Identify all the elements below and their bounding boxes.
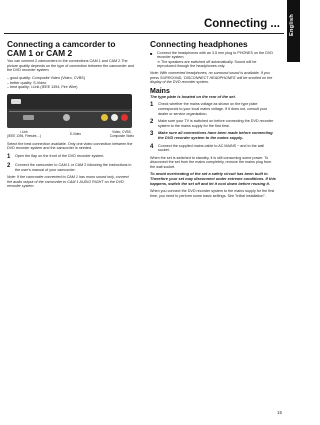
quality-list bbox=[7, 76, 134, 90]
brand-logo bbox=[11, 99, 21, 104]
audio-right-jack-icon bbox=[121, 114, 128, 121]
svideo-jack-icon bbox=[63, 114, 70, 121]
headphone-step bbox=[150, 51, 276, 69]
step-number: 2 bbox=[150, 119, 154, 126]
jack-label-video: Video, CVBS, Composite Video bbox=[109, 129, 134, 138]
headphones-heading: Connecting headphones bbox=[150, 39, 248, 49]
ilink-jack-icon bbox=[23, 115, 34, 120]
step-number: 1 bbox=[150, 102, 154, 109]
square-bullet-icon: ■ bbox=[150, 50, 153, 56]
header-rule bbox=[4, 33, 284, 34]
type-plate-note: The type plate is located on the rear of the set. bbox=[150, 93, 236, 99]
mains-heading: Mains bbox=[150, 87, 170, 95]
step-text: Connect the supplied mains cable to AC MAINS ~ and to the wall socket. bbox=[158, 143, 265, 153]
camcorder-intro: You can connect 2 camcorders to the connections CAM 1 and CAM 2.The picture quality depends on the type of connection between the camcorder and the DVD recorder system: bbox=[7, 59, 134, 73]
quality-item: – good quality: Composite Video (Video, CVBS) bbox=[7, 75, 85, 80]
camcorder-heading: Connecting a camcorder to CAM 1 or CAM 2 bbox=[7, 39, 116, 58]
language-tab-label: English bbox=[289, 14, 295, 36]
step bbox=[7, 154, 134, 160]
step bbox=[150, 131, 276, 140]
select-connection-text: Select the best connection available. Only one video connection between the DVD recorder system and the camcorder is needed. bbox=[7, 141, 133, 151]
step bbox=[150, 102, 276, 116]
right-column bbox=[150, 40, 276, 201]
quality-item: – better quality: S-Video bbox=[7, 80, 47, 85]
recorder-front-panel-illustration bbox=[7, 94, 132, 128]
step-number: 2 bbox=[7, 162, 11, 169]
step bbox=[150, 119, 276, 128]
video-jack-icon bbox=[101, 114, 108, 121]
step bbox=[7, 163, 134, 172]
step-text: Make sure all connections have been made before connecting the DVD recorder system to the mains supply. bbox=[158, 130, 273, 140]
step-text: Make sure your TV is switched on before connecting the DVD recorder system to the mains supply for the first time. bbox=[158, 119, 274, 128]
audio-left-jack-icon bbox=[111, 114, 118, 121]
page-header-title: Connecting ... bbox=[203, 18, 280, 30]
left-column bbox=[7, 40, 134, 192]
jack-label-ilink: i.Link (IEEE 1394, Firewire,...) bbox=[7, 129, 42, 138]
surround-note: Note: With connected headphones, no surround sound is available. If you press SURROUND, 'DISCONNECT HEADPHONES' will be scrolled on the display of the DVD recorder system. bbox=[150, 70, 273, 85]
overheating-warning: To avoid overheating of the set a safety circuit has been built in. Therefore your set may disconnect under extreme conditions. If this happens, switch the set off and let it cool down before reusing it. bbox=[150, 171, 276, 186]
jack-label-svideo: S-Video bbox=[69, 131, 82, 136]
step-number: 3 bbox=[150, 131, 154, 138]
step-text: Check whether the mains voltage as shown on the type plate corresponds to your local mains voltage. If it does not, consult your dealer or service organisation. bbox=[158, 102, 268, 116]
step-text: Connect the camcorder to CAM 1 or CAM 2 following the instructions in the user's manual of your camcorder. bbox=[15, 162, 132, 172]
mono-sound-note: Note: If the camcorder connected to CAM 1 has mono sound only, connect the audio output of the camcorder to CAM 1 AUDIO RIGHT on the DVD recorder system. bbox=[7, 175, 129, 189]
step-number: 1 bbox=[7, 153, 11, 160]
quality-item: – best quality: i.Link (IEEE 1394, Fire Wire) bbox=[7, 85, 78, 90]
standby-text: When the set is switched to standby, it is still consuming some power. To disconnect the set from the mains completely, remove the mains plug from the wall socket. bbox=[150, 155, 272, 169]
jack-labels bbox=[7, 130, 134, 138]
first-time-setup-text: When you connect the DVD recorder system to the mains supply for the first time, you need to perform some basic settings. See "Initial installation". bbox=[150, 189, 275, 198]
step bbox=[150, 144, 276, 153]
step-number: 4 bbox=[150, 143, 154, 150]
step-text: Open the flap on the front of the DVD recorder system. bbox=[15, 153, 105, 158]
language-tab bbox=[287, 0, 300, 62]
panel-line bbox=[9, 111, 130, 112]
headphone-step-result: ➜ The speakers are switched off automatically. Sound will be reproduced through the headphones only. bbox=[157, 59, 257, 69]
page-number: 15 bbox=[276, 410, 282, 415]
headphone-step-text: Connect the headphones with an 3.5 mm plug to PHONES on the DVD recorder system. bbox=[157, 50, 274, 60]
